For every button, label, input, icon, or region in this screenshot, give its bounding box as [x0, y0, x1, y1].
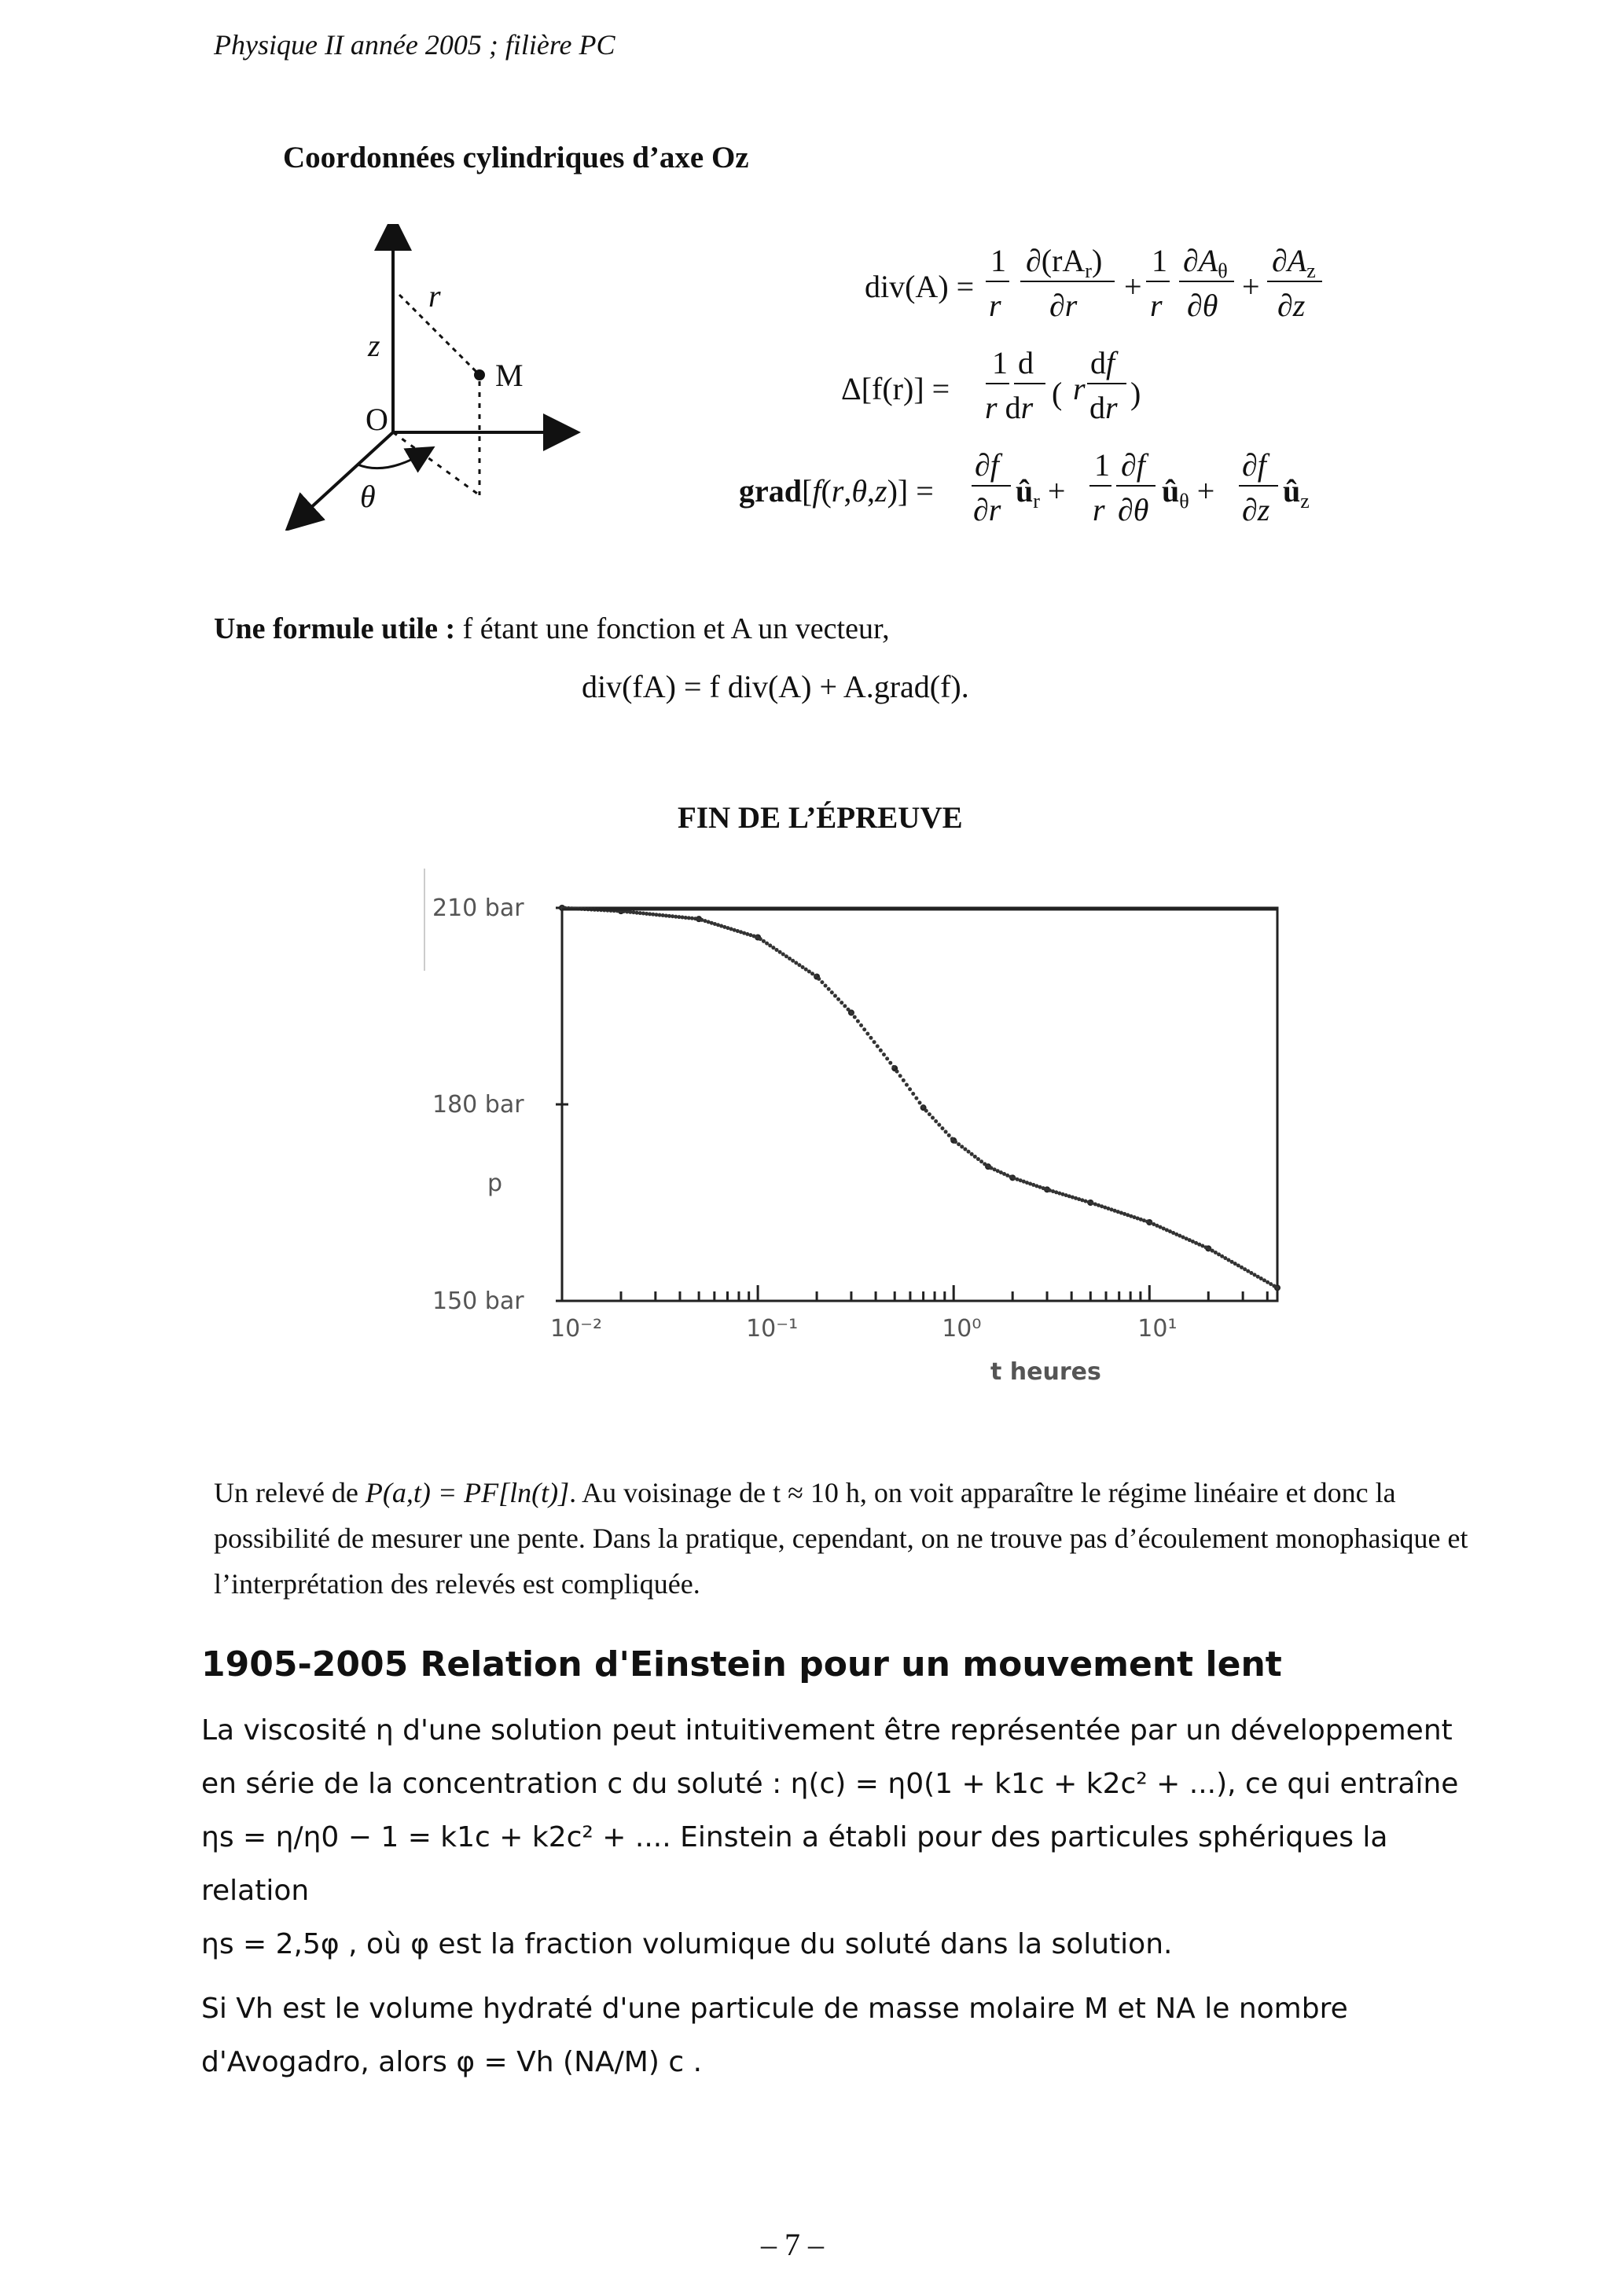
svg-text:∂r: ∂r: [1049, 288, 1078, 323]
curve-dot: [827, 987, 831, 991]
curve-dot: [853, 1015, 857, 1019]
svg-text:1: 1: [992, 345, 1008, 380]
svg-text:dr: dr: [1089, 390, 1118, 425]
svg-text:1: 1: [1094, 447, 1110, 483]
curve-dot: [885, 1056, 889, 1060]
curve-dot: [908, 1087, 912, 1091]
curve-dot: [931, 1116, 935, 1120]
curve-dot: [850, 1011, 854, 1015]
svg-text:∂θ: ∂θ: [1118, 492, 1149, 527]
curve-dot: [865, 1032, 869, 1036]
curve-dot: [879, 1049, 883, 1052]
page-header: Physique II année 2005 ; filière PC: [214, 29, 615, 61]
curve-dot: [781, 952, 785, 956]
curve-dot: [873, 1040, 876, 1044]
curve-dot: [876, 1044, 880, 1048]
curve-dot: [970, 1152, 974, 1156]
svg-text:∂Az: $\partial A_z$: [1272, 243, 1316, 282]
curve-dot: [976, 1157, 980, 1161]
svg-text:r: r: [989, 288, 1001, 323]
x-tick-label: 10⁻²: [550, 1315, 603, 1343]
y-axis-label: p: [487, 1170, 503, 1197]
svg-text:df: df: [1090, 345, 1115, 380]
svg-text:∂f: ∂f: [975, 447, 999, 483]
svg-text:∂r: ∂r: [973, 492, 1001, 527]
useful-formula-line: [214, 612, 890, 646]
formula-label: Une formule utile :: [214, 612, 456, 645]
curve-dot: [1276, 1286, 1280, 1290]
curve-dot: [967, 1150, 971, 1154]
svg-text:∂θ: ∂θ: [1187, 288, 1218, 323]
svg-text:∂z: ∂z: [1277, 288, 1306, 323]
label-o: O: [366, 402, 388, 437]
curve-dot: [979, 1159, 983, 1163]
lap-lhs: Δ[f(r)] =: [841, 371, 950, 406]
svg-text:ûr +: $û_r$ +: [1016, 473, 1066, 512]
curve-dot: [797, 963, 801, 967]
curve-dot: [759, 937, 762, 941]
label-theta: θ: [360, 479, 376, 514]
curve-dot: [895, 1070, 899, 1074]
curve-dot: [924, 1109, 928, 1113]
curve-dot: [911, 1092, 915, 1096]
end-of-exam: FIN DE L’ÉPREUVE: [678, 801, 963, 835]
curve-dot: [898, 1074, 902, 1078]
projection-dashed: [393, 432, 479, 495]
curve-dot: [934, 1119, 938, 1123]
pressure-chart: [409, 861, 1289, 1411]
einstein-line4: Si Vh est le volume hydraté d'une particule de masse molaire M et NA le nombre: [201, 1993, 1348, 2025]
curve-dot: [914, 1097, 918, 1100]
curve-dot: [817, 977, 821, 981]
grad-lhs: grad[f(r,θ,z)] =: [739, 473, 934, 509]
x-axis-label: t heures: [990, 1358, 1101, 1386]
x-axis: [299, 432, 393, 519]
svg-text:r: r: [1093, 492, 1105, 527]
curve-dot: [937, 1122, 941, 1126]
releve-prefix: Un relevé de: [214, 1477, 358, 1508]
releve-equation: P(a,t) = PF[ln(t)]: [365, 1477, 570, 1508]
curve-dot: [905, 1083, 909, 1087]
einstein-line2: ηs = η/η0 − 1 = k1c + k2c² + .... Einstein a établi pour des particules sphériques la relation: [201, 1821, 1388, 1907]
point-m: [474, 369, 485, 380]
formula-equation: div(fA) = f div(A) + A.grad(f).: [582, 669, 969, 704]
svg-text:1: 1: [990, 243, 1006, 278]
curve-dot: [807, 970, 811, 974]
curve-dot: [882, 1052, 886, 1056]
curve-dot: [801, 965, 805, 969]
svg-text:∂Aθ: $\partial A_\theta$: [1183, 243, 1228, 282]
curve-dot: [804, 968, 808, 972]
paragraph-releve: [214, 1470, 1472, 1607]
curve-dot: [762, 939, 766, 943]
curve-dot: [973, 1155, 977, 1159]
svg-text:(: (: [1052, 376, 1063, 411]
curve-dot: [771, 946, 775, 950]
curve-dot: [833, 994, 837, 997]
curve-dot: [953, 1140, 957, 1144]
page-number: – 7 –: [761, 2227, 824, 2262]
curve-dot: [814, 974, 818, 978]
curve-dot: [768, 943, 772, 947]
curve-dot: [862, 1027, 866, 1031]
div-lhs: div(A) =: [865, 269, 975, 304]
svg-text:r dr: r dr: [985, 390, 1034, 425]
cylindrical-diagram: [283, 224, 582, 531]
einstein-title: 1905-2005 Relation d'Einstein pour un mouvement lent: [201, 1644, 1282, 1684]
curve-dot: [775, 948, 779, 952]
svg-text:1: 1: [1152, 243, 1167, 278]
curve-dot: [843, 1004, 847, 1008]
svg-text:+: +: [1242, 269, 1260, 304]
curve-dot: [788, 957, 792, 961]
curve-dot: [888, 1061, 892, 1065]
einstein-paragraph: [201, 1704, 1459, 2089]
equations-block: [739, 236, 1336, 558]
curve-dot: [830, 990, 834, 994]
curve-dot: [928, 1112, 931, 1116]
svg-text:r: r: [1150, 288, 1163, 323]
curve-dot: [944, 1130, 948, 1133]
curve-dot: [869, 1036, 873, 1040]
svg-text:∂f: ∂f: [1242, 447, 1266, 483]
curve-dot: [902, 1078, 906, 1082]
curve-dot: [856, 1019, 860, 1023]
curve-dot: [859, 1023, 863, 1027]
x-tick-label: 10⁰: [942, 1315, 982, 1343]
section-title: Coordonnées cylindriques d’axe Oz: [283, 141, 749, 174]
x-tick-label: 10¹: [1137, 1315, 1178, 1343]
svg-text:∂z: ∂z: [1242, 492, 1270, 527]
einstein-line1: La viscosité η d'une solution peut intuitivement être représentée par un développement en série de la concentration c du soluté : η(c) = η0(1 + k1c + k2c² + ...), ce qui entraîne: [201, 1714, 1459, 1800]
svg-text:∂f: ∂f: [1121, 447, 1145, 483]
svg-text:ûθ +: $û_\theta$ +: [1162, 473, 1215, 512]
releve-text: . Au voisinage de t ≈ 10 h, on voit apparaître le régime linéaire et donc la possibilité de mesurer une pente. Dans la pratique, cependant, on ne trouve pas d’écoulement monophasique et l’interprétation des relevés est compliquée.: [214, 1477, 1468, 1600]
curve-dot: [820, 980, 824, 984]
curve-dot: [784, 954, 788, 958]
y-tick-label: 150 bar: [432, 1288, 524, 1315]
label-m: M: [495, 358, 524, 393]
y-tick-label: 180 bar: [432, 1091, 524, 1119]
curve-dot: [794, 961, 798, 964]
einstein-line3: ηs = 2,5φ , où φ est la fraction volumique du soluté dans la solution.: [201, 1928, 1173, 1960]
svg-text:): ): [1130, 376, 1141, 411]
curve-dot: [778, 950, 782, 954]
curve-dot: [983, 1162, 987, 1166]
curve-dot: [836, 997, 840, 1001]
curve-dot: [824, 983, 828, 987]
curve-dot: [918, 1100, 922, 1104]
label-r: r: [428, 278, 441, 314]
curve-dot: [957, 1142, 961, 1146]
curve-dot: [940, 1126, 944, 1130]
svg-text:r: r: [1073, 371, 1086, 406]
label-z: z: [368, 328, 380, 363]
curve-dot: [810, 972, 814, 975]
y-tick-label: 210 bar: [432, 895, 524, 922]
svg-text:+: +: [1124, 269, 1142, 304]
curve-dot: [960, 1144, 964, 1148]
einstein-line5: d'Avogadro, alors φ = Vh (NA/M) c .: [201, 2046, 703, 2078]
x-tick-label: 10⁻¹: [746, 1315, 799, 1343]
svg-text:∂(rAr): $\partial(rA_r)$: [1026, 243, 1103, 282]
svg-text:d: d: [1018, 345, 1034, 380]
curve-dot: [791, 959, 795, 963]
curve-dot: [891, 1065, 895, 1069]
curve-dot: [847, 1008, 851, 1012]
formula-text: f étant une fonction et A un vecteur,: [462, 612, 890, 645]
curve-dot: [950, 1137, 954, 1141]
curve-dot: [765, 942, 769, 946]
curve-dot: [921, 1105, 925, 1109]
curve-dot: [840, 1001, 843, 1005]
svg-text:ûz: $û_z$: [1283, 473, 1310, 512]
curve-dot: [963, 1148, 967, 1152]
curve-dot: [947, 1133, 951, 1137]
